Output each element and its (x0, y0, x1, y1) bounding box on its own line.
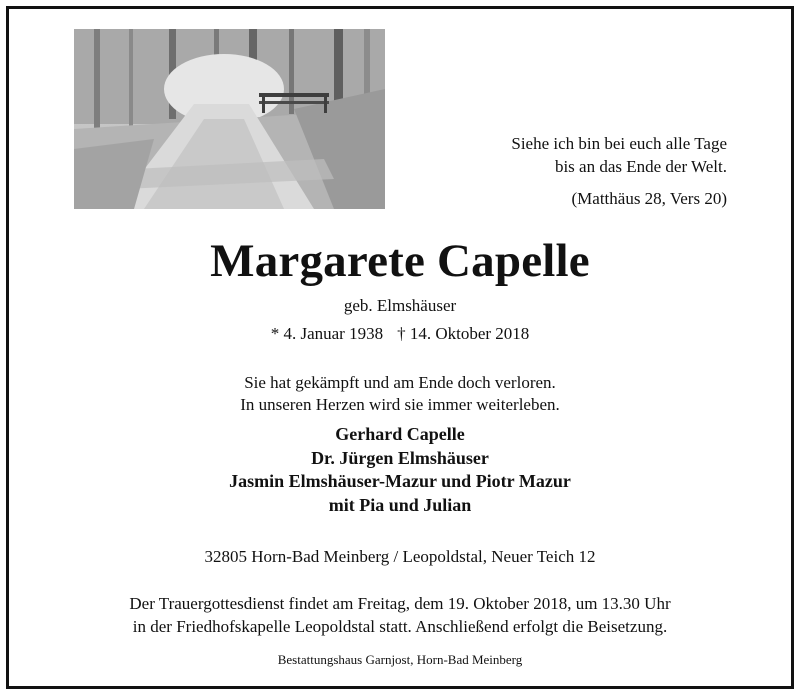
birth-name: geb. Elmshäuser (343, 296, 457, 315)
death-date: † 14. Oktober 2018 (397, 324, 530, 343)
bible-verse (511, 132, 727, 210)
funeral-home: Bestattungshaus Garnjost, Horn-Bad Meinberg (277, 652, 523, 667)
verse-line: Siehe ich bin bei euch alle Tage (511, 134, 727, 153)
quote-line: Sie hat gekämpft und am Ende doch verloren. (244, 373, 556, 392)
life-dates (0, 324, 800, 344)
mourner-name: Dr. Jürgen Elmshäuser (311, 447, 489, 468)
service-line: in der Friedhofskapelle Leopoldstal statt. Anschließend erfolgt die Beisetzung. (132, 617, 668, 636)
mourner-name: Gerhard Capelle (335, 424, 465, 444)
verse-line: bis an das Ende der Welt. (554, 157, 727, 176)
quote-line: In unseren Herzen wird sie immer weiterleben. (240, 395, 560, 414)
forest-path-image (74, 29, 385, 209)
funeral-service-info (0, 592, 800, 638)
mourner-name: mit Pia und Julian (328, 494, 472, 515)
forest-path-photo (74, 29, 385, 209)
mourner-name: Jasmin Elmshäuser-Mazur und Piotr Mazur (229, 471, 571, 491)
mourners-list (0, 423, 800, 517)
deceased-name: Margarete Capelle (210, 235, 590, 287)
verse-reference: (Matthäus 28, Vers 20) (571, 189, 727, 208)
birth-date: * 4. Januar 1938 (270, 324, 384, 343)
memorial-quote (0, 372, 800, 416)
family-address: 32805 Horn-Bad Meinberg / Leopoldstal, Neuer Teich 12 (204, 547, 596, 566)
service-line: Der Trauergottesdienst findet am Freitag, dem 19. Oktober 2018, um 13.30 Uhr (129, 594, 671, 613)
